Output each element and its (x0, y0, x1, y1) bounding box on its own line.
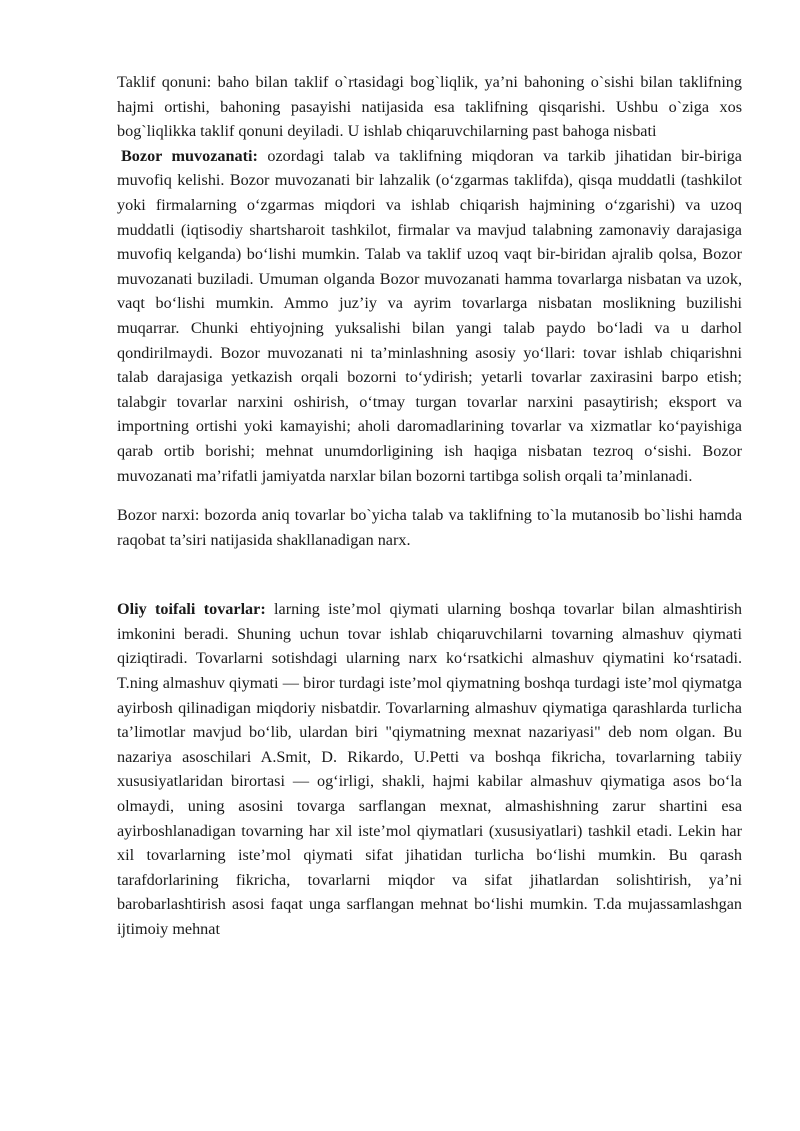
term-heading: Bozor muvozanati: (121, 146, 258, 165)
paragraph-text: Bozor narxi: bozorda aniq tovarlar bo`yicha talab va taklifning to`la mutanosib bo`lishi hamda raqobat ta’siri natijasida shakllanadigan narx. (117, 506, 742, 549)
term-heading: Oliy toifali tovarlar: (117, 600, 266, 619)
paragraph-bozor-narxi (117, 503, 742, 552)
paragraph-bozor-muvozanati (117, 144, 742, 488)
paragraph-taklif-qonuni (117, 70, 742, 144)
paragraph-text: larning iste’mol qiymati ularning boshqa tovarlar bilan almashtirish imkonini beradi. Shuning uchun tovar ishlab chiqaruvchilarni tovarning almashuv qiymati qiziqtiradi. Tovarlarni sotishdagi ularning narx ko‘rsatkichi almashuv qiymatini ko‘rsatadi. T.ning almashuv qiymati — biror turdagi iste’mol qiymatning boshqa turdagi iste’mol qiymatga ayirbosh qilinadigan miqdoriy nisbatdir. Tovarlarning almashuv qiymatiga qarashlarda turlicha ta’limotlar mavjud bo‘lib, ulardan biri "qiymatning mexnat nazariyasi" deb nom olgan. Bu nazariya asoschilari A.Smit, D. Rikardo, U.Petti va boshqa fikricha, tovarlarning tabiiy xususiyatlaridan birortasi — og‘irligi, shakli, hajmi kabilar almashuv qiymatiga asos bo‘la olmaydi, uning asosini tovarga sarflangan mexnat, almashishning zarur shartini esa ayirboshlanadigan tovarning har xil iste’mol qiymatlari (xususiyatlari) tashkil etadi. Lekin har xil tovarlarning iste’mol qiymati sifat jihatidan turlicha bo‘lishi mumkin. Bu qarash tarafdorlarining fikricha, tovarlarni miqdor va sifat jihatlardan solishtirish, ya’ni barobarlashtirish asosi faqat unga sarflangan mehnat bo‘lishi mumkin. T.da mujassamlashgan ijtimoiy mehnat (117, 600, 742, 938)
paragraph-text: Taklif qonuni: baho bilan taklif o`rtasidagi bog`liqlik, ya’ni bahoning o`sishi bilan taklifning hajmi ortishi, bahoning pasayishi natijasida esa taklifning qisqarishi. Ushbu o`ziga xos bog`liqlikka taklif qonuni deyiladi. U ishlab chiqaruvchilarning past bahoga nisbati (117, 73, 742, 141)
paragraph-oliy-toifali-tovarlar (117, 597, 742, 941)
document-page (117, 70, 742, 942)
paragraph-text: ozordagi talab va taklifning miqdoran va tarkib jihatidan bir-biriga muvofiq kelishi. Bozor muvozanati bir lahzalik (o‘zgarmas taklifda), qisqa muddatli (tashkilot yoki firmalarning o‘zgarmas miqdori va ishlab chiqarish hajmining o‘zgarishi) va uzoq muddatli (iqtisodiy shartsharoit tashkilot, firmalar va mavjud talabning zamonaviy darajasiga muvofiq kelganda) bo‘lishi mumkin. Talab va taklif uzoq vaqt bir-biridan ajralib qolsa, Bozor muvozanati buziladi. Umuman olganda Bozor muvozanati hamma tovarlarga nisbatan va uzok, vaqt bo‘lishi mumkin. Ammo juz’iy va ayrim tovarlarga nisbatan moslikning buzilishi muqarrar. Chunki ehtiyojning yuksalishi bilan yangi talab paydo bo‘ladi va u darhol qondirilmaydi. Bozor muvozanati ni ta’minlashning asosiy yo‘llari: tovar ishlab chiqarishni talab darajasiga yetkazish orqali bozorni to‘ydirish; yetarli tovarlar zaxirasini barpo etish; talabgir tovarlar narxini oshirish, o‘tmay turgan tovarlar narxini pasaytirish; eksport va importning ortishi yoki kamayishi; aholi daromadlarining tovarlar va xizmatlar ko‘payishiga qarab ortib borishi; mehnat unumdorligining ish haqiga nisbatan tezroq o‘sishi. Bozor muvozanati ma’rifatli jamiyatda narxlar bilan bozorni tartibga solish orqali ta’minlanadi. (117, 146, 742, 485)
